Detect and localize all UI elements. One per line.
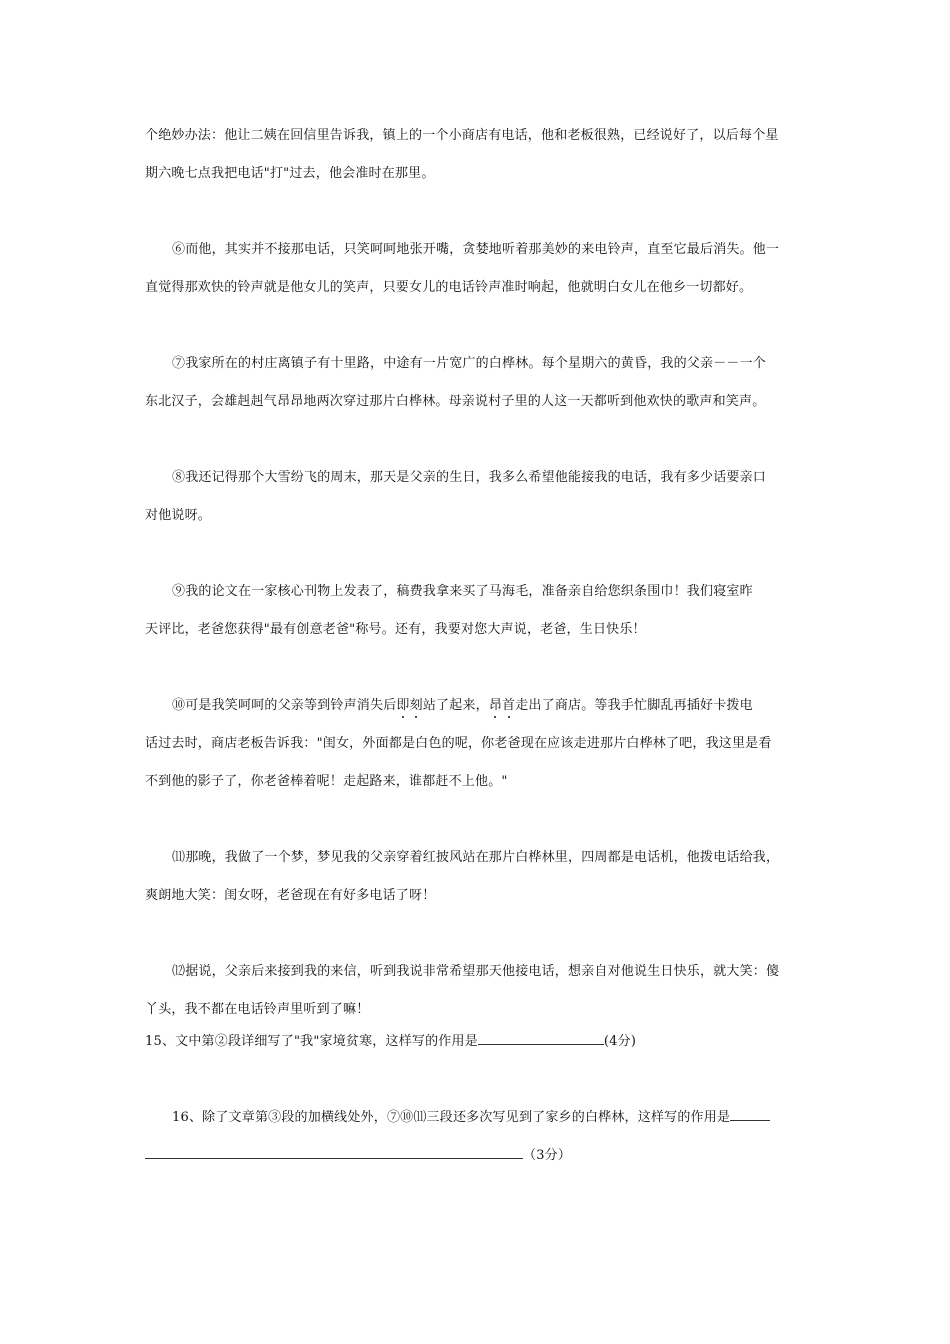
question-16-line-1	[172, 1106, 813, 1126]
question-16-line-2	[145, 1144, 813, 1164]
emphasis-dot-char: 刻	[409, 698, 423, 713]
paragraph-7-line-1: ⑦我家所在的村庄离镇子有十里路，中途有一片宽广的白桦林。每个星期六的黄昏，我的父亲－－一个	[172, 356, 767, 371]
paragraph-6-line-1: ⑥而他，其实并不接那电话，只笑呵呵地张开嘴，贪婪地听着那美妙的来电铃声，直至它最后消失。他一	[172, 242, 780, 257]
emphasis-dot-char: 即	[396, 698, 410, 713]
paragraph-8-line-2: 对他说呀。	[145, 508, 212, 523]
question-15	[145, 1030, 813, 1050]
paragraph-6-line-2: 直觉得那欢快的铃声就是他女儿的笑声，只要女儿的电话铃声准时响起，他就明白女儿在他乡一切都好。	[145, 280, 753, 295]
paragraph-10-line-1	[172, 696, 813, 716]
paragraph-10-line-3: 不到他的影子了，你老爸棒着呢！走起路来，谁都赶不上他。"	[145, 774, 508, 789]
paragraph-10-text-a: ⑩可是我笑呵呵的父亲等到铃声消失后	[172, 698, 397, 713]
question-16-text: 16、除了文章第③段的加横线处外，⑦⑩⑾三段还多次写见到了家乡的白桦林，这样写的作用是	[172, 1110, 731, 1125]
answer-blank[interactable]	[478, 1030, 604, 1045]
emphasis-dot-char: 昂	[488, 698, 503, 713]
paragraph-9-line-1: ⑨我的论文在一家核心刊物上发表了，稿费我拿来买了马海毛，准备亲自给您织条围巾！我们寝室昨	[172, 584, 753, 599]
paragraph-8-line-1: ⑧我还记得那个大雪纷飞的周末，那天是父亲的生日，我多么希望他能接我的电话，我有多少话要亲口	[172, 470, 767, 485]
paragraph-9-line-2: 天评比，老爸您获得"最有创意老爸"称号。还有，我要对您大声说，老爸，生日快乐！	[145, 622, 646, 637]
paragraph-5-line-2: 期六晚七点我把电话"打"过去，他会准时在那里。	[145, 166, 435, 181]
paragraph-11-line-1: ⑾那晚，我做了一个梦，梦见我的父亲穿着红披风站在那片白桦林里，四周都是电话机，他拨电话给我，	[172, 850, 780, 865]
paragraph-10-line-2: 话过去时，商店老板告诉我："闺女，外面都是白色的呢，你老爸现在应该走进那片白桦林了吧，我这里是看	[145, 736, 772, 751]
question-15-text: 15、文中第②段详细写了"我"家境贫寒，这样写的作用是	[145, 1034, 478, 1049]
question-15-points: (4分)	[603, 1034, 637, 1049]
paragraph-5-line-1: 个绝妙办法：他让二姨在回信里告诉我，镇上的一个小商店有电话，他和老板很熟，已经说好了，以后每个星	[145, 128, 779, 143]
emphasis-dot-char: 首	[502, 698, 516, 713]
paragraph-12-line-1: ⑿据说，父亲后来接到我的来信，听到我说非常希望那天他接电话，想亲自对他说生日快乐，就大笑：傻	[172, 964, 780, 979]
paragraph-10-text-b: 站了起来，	[422, 698, 489, 713]
paragraph-7-line-2: 东北汉子，会雄赳赳气昂昂地两次穿过那片白桦林。母亲说村子里的人这一天都听到他欢快的歌声和笑声。	[145, 394, 766, 409]
paragraph-10-text-c: 走出了商店。等我手忙脚乱再插好卡拨电	[515, 698, 753, 713]
answer-blank[interactable]	[730, 1106, 770, 1121]
question-16-points: （3分）	[523, 1148, 572, 1163]
answer-blank[interactable]	[145, 1144, 523, 1159]
paragraph-11-line-2: 爽朗地大笑：闺女呀，老爸现在有好多电话了呀！	[145, 888, 436, 903]
paragraph-12-line-2: 丫头，我不都在电话铃声里听到了嘛！	[145, 1002, 370, 1017]
